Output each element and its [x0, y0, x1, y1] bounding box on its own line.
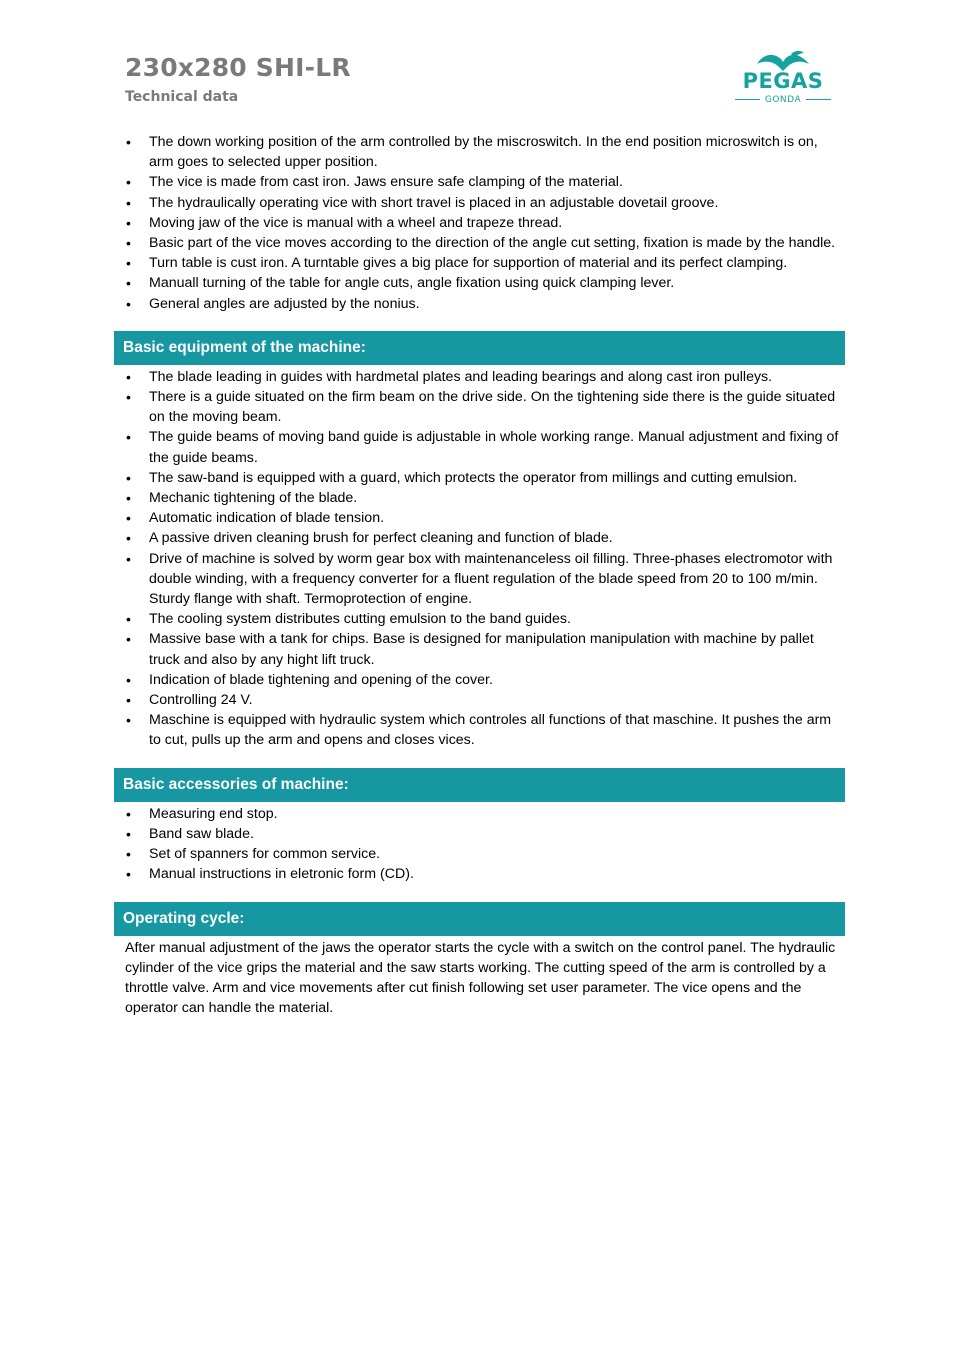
list-item-text: The saw-band is equipped with a guard, which protects the operator from millings and cutting emulsion.	[149, 469, 798, 486]
bullet-icon: •	[126, 469, 131, 486]
list-item	[114, 294, 845, 314]
list-item-text: Mechanic tightening of the blade.	[149, 490, 358, 507]
list-item	[114, 233, 845, 253]
bullet-icon: •	[126, 510, 131, 527]
bullet-icon: •	[126, 194, 131, 211]
list-item	[114, 193, 845, 213]
bullet-icon: •	[126, 368, 131, 385]
list-item-text: Band saw blade.	[149, 825, 254, 842]
list-item-text: The guide beams of moving band guide is adjustable in whole working range. Manual adjustment and fixing of the guide beams.	[149, 429, 839, 466]
list-item-text: General angles are adjusted by the nonius.	[149, 295, 420, 312]
bullet-icon: •	[126, 611, 131, 628]
list-item	[114, 253, 845, 273]
section-header-equipment: Basic equipment of the machine:	[114, 331, 845, 365]
list-item	[114, 172, 845, 192]
list-item	[114, 670, 845, 690]
bullet-icon: •	[126, 671, 131, 688]
list-item-text: The hydraulically operating vice with short travel is placed in an adjustable dovetail groove.	[149, 194, 719, 211]
list-item	[114, 427, 845, 467]
bullet-icon: •	[126, 712, 131, 729]
bullet-icon: •	[126, 490, 131, 507]
list-item-text: The blade leading in guides with hardmetal plates and leading bearings and along cast iron pulleys.	[149, 368, 773, 385]
section-header-operating-cycle: Operating cycle:	[114, 902, 845, 936]
list-item	[114, 804, 845, 824]
list-item-text: Turn table is cust iron. A turntable gives a big place for supportion of material and its perfect clamping.	[149, 255, 788, 272]
list-item	[114, 273, 845, 293]
list-item-text: Measuring end stop.	[149, 805, 278, 822]
list-item	[114, 864, 845, 884]
list-item-text: The cooling system distributes cutting emulsion to the band guides.	[149, 611, 571, 628]
list-item	[114, 609, 845, 629]
list-item	[114, 528, 845, 548]
list-item	[114, 508, 845, 528]
bullet-icon: •	[126, 631, 131, 648]
document-title: 230x280 SHI-LR	[125, 53, 351, 82]
document-content	[114, 132, 845, 1018]
accessories-list	[114, 804, 845, 885]
list-item-text: Basic part of the vice moves according to the direction of the angle cut setting, fixation is made by the handle.	[149, 235, 836, 252]
list-item-text: Manual instructions in eletronic form (CD).	[149, 866, 414, 883]
list-item-text: Moving jaw of the vice is manual with a wheel and trapeze thread.	[149, 214, 563, 231]
list-item	[114, 387, 845, 427]
logo-sub-text: GONDA	[764, 95, 802, 105]
list-item	[114, 710, 845, 750]
bullet-icon: •	[126, 866, 131, 883]
list-item-text: A passive driven cleaning brush for perfect cleaning and function of blade.	[149, 530, 613, 547]
bullet-icon: •	[126, 235, 131, 252]
list-item-text: The down working position of the arm controlled by the miscroswitch. In the end position microswitch is on, arm goes to selected upper position.	[149, 134, 818, 171]
bullet-icon: •	[126, 255, 131, 272]
equipment-list	[114, 367, 845, 751]
list-item-text: Massive base with a tank for chips. Base is designed for manipulation manipulation with machine by pallet truck and also by any hight lift truck.	[149, 631, 814, 668]
bullet-icon: •	[126, 550, 131, 567]
list-item-text: There is a guide situated on the firm beam on the drive side. On the tightening side there is the guide situated on the moving beam.	[149, 389, 836, 426]
list-item-text: Automatic indication of blade tension.	[149, 510, 385, 527]
bullet-icon: •	[126, 214, 131, 231]
list-item	[114, 690, 845, 710]
logo-brand-text: PEGAS	[742, 69, 824, 93]
bullet-icon: •	[126, 825, 131, 842]
list-item	[114, 629, 845, 669]
list-item-text: Set of spanners for common service.	[149, 846, 381, 863]
logo-divider-right	[806, 99, 831, 100]
list-item-text: The vice is made from cast iron. Jaws ensure safe clamping of the material.	[149, 174, 623, 191]
list-item-text: Manuall turning of the table for angle cuts, angle fixation using quick clamping lever.	[149, 275, 675, 292]
bullet-icon: •	[126, 805, 131, 822]
list-item-text: Indication of blade tightening and opening of the cover.	[149, 671, 493, 688]
list-item	[114, 132, 845, 172]
bullet-icon: •	[126, 846, 131, 863]
list-item-text: Drive of machine is solved by worm gear box with maintenanceless oil filling. Three-phases electromotor with double winding, with a frequency converter for a fluent regulation of the blade speed from 20 to 100 m/min. Sturdy flange with shaft. Termoprotection of engine.	[149, 550, 833, 608]
list-item	[114, 488, 845, 508]
bullet-icon: •	[126, 275, 131, 292]
bullet-icon: •	[126, 530, 131, 547]
list-item-text: Controlling 24 V.	[149, 692, 253, 709]
intro-feature-list	[114, 132, 845, 314]
bullet-icon: •	[126, 295, 131, 312]
list-item	[114, 213, 845, 233]
list-item	[114, 367, 845, 387]
bullet-icon: •	[126, 692, 131, 709]
bullet-icon: •	[126, 389, 131, 406]
list-item	[114, 549, 845, 610]
section-header-accessories: Basic accessories of machine:	[114, 768, 845, 802]
list-item-text: Maschine is equipped with hydraulic system which controles all functions of that maschine. It pushes the arm to cut, pulls up the arm and opens and closes vices.	[149, 712, 832, 749]
list-item	[114, 844, 845, 864]
logo-subline	[733, 94, 833, 106]
document-subtitle: Technical data	[125, 89, 239, 105]
list-item	[114, 468, 845, 488]
pegas-logo	[733, 50, 833, 106]
bullet-icon: •	[126, 174, 131, 191]
bullet-icon: •	[126, 134, 131, 150]
bullet-icon: •	[126, 429, 131, 446]
operating-cycle-text: After manual adjustment of the jaws the operator starts the cycle with a switch on the control panel. The hydraulic cylinder of the vice grips the material and the saw starts working. The cutting speed of the arm is controlled by a throttle valve. Arm and vice movements after cut finish following set user parameter. The vice opens and the operator can handle the material.	[125, 939, 836, 1017]
list-item	[114, 824, 845, 844]
